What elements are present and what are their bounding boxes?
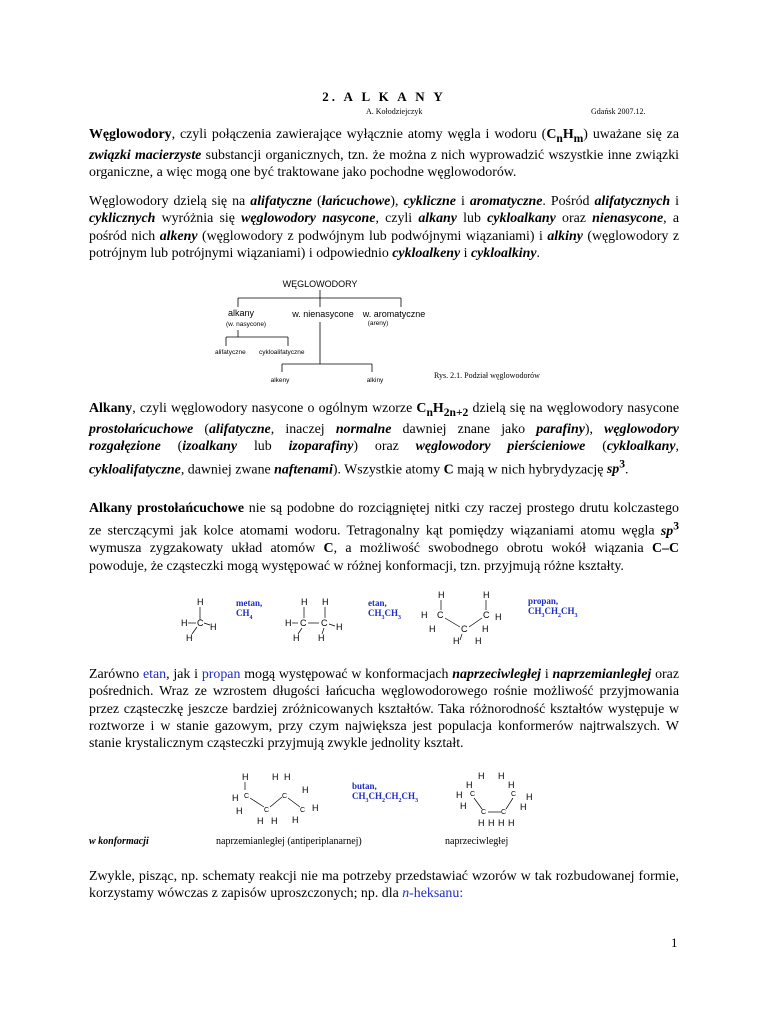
atom-h: H (475, 636, 482, 646)
formula-h: H (562, 127, 574, 142)
term-sp: sp (606, 462, 620, 478)
text: ) oraz (353, 439, 416, 455)
term-weglowodory: Węglowodory (89, 127, 172, 142)
bond (192, 627, 197, 634)
ethane-formula: $CH_3CH_3$ (368, 608, 402, 621)
atom-h: H (438, 590, 445, 600)
formula-c: C (546, 127, 557, 142)
text: wyróżnia się (155, 211, 242, 227)
methane-formula: $CH_4$ (236, 608, 253, 621)
text: , czyli węglowodory nasycone o ogólnym wzorze (132, 401, 417, 416)
paragraph-simplified-notation (89, 868, 679, 903)
atom-c: C (443, 462, 454, 478)
atom-h: H (284, 772, 291, 782)
atom-c: C (323, 541, 334, 557)
atom-h: H (210, 622, 217, 632)
paragraph-hydrocarbons-definition (89, 126, 679, 182)
text: Zarówno (89, 667, 143, 682)
text: lub (237, 439, 289, 455)
atom-h: H (508, 818, 515, 828)
term: cykloalkiny (470, 245, 537, 261)
tree-alkany: alkany (228, 308, 255, 318)
conformation-antiperiplanar: naprzemianległej (antiperiplanarnej) (216, 836, 362, 847)
atom-h: H (498, 818, 505, 828)
atom-h: H (336, 622, 343, 632)
text: . (625, 462, 629, 478)
place-date: Gdańsk 2007.12. (591, 107, 646, 116)
propane-label (528, 596, 578, 621)
text: i (455, 194, 470, 209)
term: cykloalkany (487, 211, 556, 227)
formula-sub: m (573, 131, 584, 145)
term: alkiny (547, 228, 583, 244)
tree-aromatyczne: w. aromatyczne (362, 309, 426, 319)
text: powoduje, że cząsteczki mogą występować w różnej konformacji, tzn. przyjmują różne kształty. (89, 558, 624, 574)
text: wymusza zygzakowaty układ atomów (89, 541, 324, 557)
text: , a możliwość swobodnego obrotu wokół wiązania (333, 541, 652, 557)
page-number: 1 (671, 935, 678, 950)
author: A. Kołodziejczyk (366, 107, 423, 116)
atom-c: C (321, 618, 328, 628)
atom-c: C (483, 610, 490, 620)
term-sp: sp (660, 523, 674, 539)
tree-aromatyczne-sub: (areny) (367, 320, 389, 327)
link-n-prefix[interactable]: n (402, 886, 410, 902)
tree-nienasycone: w. nienasycone (292, 309, 354, 319)
text: , czyli połączenia zawierające wyłącznie atomy węgla i wodoru ( (171, 127, 547, 142)
methane-structure (181, 597, 217, 643)
atom-h: H (498, 771, 505, 781)
term: izoparafiny (288, 439, 354, 455)
atom-h: H (197, 597, 204, 607)
term: naprzemianległej (552, 667, 652, 682)
atom-c: C (282, 793, 288, 800)
term: cykloalkany (606, 439, 676, 455)
term: alifatyczne (208, 422, 271, 438)
atom-h: H (312, 803, 319, 813)
atom-c: C (244, 793, 250, 800)
bond (506, 798, 513, 809)
tree-alkeny: alkeny (270, 377, 290, 384)
atom-h: H (271, 816, 278, 826)
atom-h: H (318, 633, 325, 643)
term: nienasycone (592, 211, 664, 227)
term: węglowodory pierścieniowe (415, 439, 586, 455)
bond (460, 634, 462, 640)
hydrocarbon-classification-diagram (0, 276, 768, 388)
formula-c: C (416, 401, 427, 416)
term: cykliczne (403, 194, 456, 209)
atom-c: C (481, 809, 487, 816)
conformation-label: w konformacji (89, 836, 149, 847)
atom-h: H (421, 610, 428, 620)
propane-structure (421, 590, 502, 646)
tree-root: WĘGLOWODORY (282, 279, 358, 289)
bond (469, 618, 482, 627)
atom-h: H (181, 618, 188, 628)
text: , czyli (375, 211, 419, 227)
atom-c: C (511, 791, 517, 798)
ethane-label (368, 598, 401, 623)
bond (250, 798, 264, 807)
paragraph-conformations (89, 666, 679, 752)
text: , a pośród nich (89, 211, 679, 244)
term: naprzeciwległej (452, 667, 542, 682)
text: i (460, 245, 471, 261)
term: naftenami (274, 462, 333, 478)
bond-cc: C–C (651, 541, 679, 557)
text: ). Wszystkie atomy (332, 462, 444, 478)
superscript: 3 (619, 457, 625, 471)
superscript: 3 (673, 519, 679, 533)
text: i (541, 667, 553, 682)
formula-h: H (432, 401, 444, 416)
text: ), (390, 194, 404, 209)
butane-antiperiplanar-structure (232, 772, 319, 826)
methane-name: metan, (236, 598, 263, 608)
bond (288, 798, 300, 807)
atom-h: H (483, 590, 490, 600)
term: izoalkany (182, 439, 238, 455)
link-propan[interactable]: propan (201, 667, 241, 682)
figure-caption: Rys. 2.1. Podział węglowodorów (434, 371, 540, 380)
atom-h: H (285, 618, 292, 628)
atom-h: H (186, 633, 193, 643)
text: ) uważane się za (583, 127, 679, 142)
atom-c: C (300, 807, 306, 814)
atom-c: C (470, 791, 476, 798)
term: łańcuchowe (321, 194, 391, 209)
chapter-title: 2. A L K A N Y (322, 89, 446, 104)
tree-cykloalifatyczne: cykloalifatyczne (259, 349, 305, 356)
term: alkeny (159, 228, 198, 244)
text: ( (585, 439, 607, 455)
bond (329, 624, 335, 626)
methane-label (236, 598, 262, 623)
atom-c: C (197, 618, 204, 628)
term: aromatyczne (469, 194, 543, 209)
ethane-name: etan, (368, 598, 387, 608)
text: ), (584, 422, 605, 438)
atom-h: H (242, 772, 249, 782)
text: ( (160, 439, 183, 455)
atom-h: H (302, 785, 309, 795)
butane-formula: $CH_3CH_2CH_2CH_3$ (352, 791, 419, 804)
tree-alkany-sub: (w. nasycone) (226, 321, 267, 328)
text: ( (311, 194, 322, 209)
atom-h: H (460, 801, 467, 811)
atom-h: H (429, 624, 436, 634)
term-alkany-prostolancuchowe: Alkany prostołańcuchowe (89, 501, 245, 516)
atom-h: H (520, 802, 527, 812)
atom-h: H (466, 780, 473, 790)
atom-h: H (478, 818, 485, 828)
term: alifatyczne (250, 194, 312, 209)
text: , (675, 439, 679, 455)
tree-alkiny: alkiny (366, 377, 384, 384)
butane-synperiplanar-structure (456, 771, 533, 828)
atom-h: H (293, 633, 300, 643)
text: substancji organicznych, tzn. że można z nich wyprowadzić wszystkie inne związki organiczne, a więc mogą one być traktowane jako pochodne węglowodorów. (89, 148, 680, 181)
text: Zwykle, pisząc, np. schematy reakcji nie ma potrzeby przedstawiać wzorów w tak rozbudowanej formie, korzystamy wówczas z zapisów uproszczonych; np. dla (89, 869, 679, 902)
propane-name: propan, (528, 596, 559, 606)
term-zwiazki-macierzyste: związki macierzyste (89, 148, 202, 164)
text: dawniej znane jako (391, 422, 537, 438)
text: oraz pośrednich. Wraz ze wzrostem długości łańcucha węglowodorowego rośnie możliwość przyjmowania przez cząsteczkę jeszcze bardziej zróżnicowanych kształtów. Taka różnorodność kształtów występuje w roztworze i w stanie gazowym, przy czym największa jest populacja konformerów najtrwalszych. W stanie krystalicznym cząsteczki przyjmują zwykle jednolity kształt. (89, 667, 679, 752)
atom-h: H (257, 816, 264, 826)
term: węglowodory rozgałęzione (89, 422, 679, 455)
term: prostołańcuchowe (89, 422, 194, 438)
atom-h: H (272, 772, 279, 782)
atom-h: H (482, 624, 489, 634)
atom-h: H (456, 790, 463, 800)
formula-sub: 2n+2 (443, 405, 469, 419)
atom-c: C (437, 610, 444, 620)
text: , dawniej zwane (180, 462, 275, 478)
bond (474, 798, 482, 809)
text: nie są podobne do rozciągniętej nitki czy raczej prostego drutu kolczastego ze sterczącymi jak kolce atomami wodoru. Tetragonalny kąt pomiędzy wiązaniami atomu węgla (89, 501, 679, 539)
link-etan[interactable]: etan (142, 667, 167, 682)
atom-c: C (264, 807, 270, 814)
conformation-synperiplanar: naprzeciwległej (445, 836, 509, 847)
butane-name: butan, (352, 781, 377, 791)
atom-h: H (495, 612, 502, 622)
text: mają w nich hybrydyzację (453, 462, 607, 478)
text: , jak i (166, 667, 202, 682)
ethane-structure (285, 597, 343, 643)
atom-c: C (501, 809, 507, 816)
text: (węglowodory z podwójnym lub podwójnymi wiązaniami) i (197, 228, 548, 244)
text: , inaczej (270, 422, 336, 438)
atom-h: H (301, 597, 308, 607)
formula-sub: n (556, 131, 563, 145)
text: mogą występować w konformacjach (240, 667, 453, 682)
text: Węglowodory dzielą się na (89, 194, 251, 209)
text: dzielą się na węglowodory nasycone (468, 401, 679, 416)
atom-h: H (453, 636, 460, 646)
tree-alifatyczne: alifatyczne (215, 349, 246, 356)
text: . Pośród (542, 194, 595, 209)
text: oraz (555, 211, 593, 227)
atom-h: H (526, 792, 533, 802)
term: normalne (335, 422, 392, 438)
butane-label (352, 781, 418, 806)
paragraph-alkanes (89, 400, 679, 479)
atom-h: H (478, 771, 485, 781)
atom-h: H (322, 597, 329, 607)
term-alkany: Alkany (89, 401, 133, 416)
term: cykloalkeny (392, 245, 461, 261)
atom-h: H (488, 818, 495, 828)
text: (węglowodory z potrójnym lub potrójnymi wiązaniami) i odpowiednio (89, 228, 679, 261)
atom-h: H (236, 806, 243, 816)
atom-h: H (508, 780, 515, 790)
term: alkany (418, 211, 457, 227)
propane-formula: $CH_3CH_2CH_3$ (528, 606, 578, 619)
term: węglowodory nasycone (241, 211, 376, 227)
term: parafiny (536, 422, 585, 438)
atom-h: H (232, 793, 239, 803)
term: cykloalifatyczne (89, 462, 181, 478)
bond (445, 618, 460, 627)
formula-sub: n (426, 405, 433, 419)
text: ( (193, 422, 209, 438)
text: i (670, 194, 679, 209)
atom-h: H (292, 815, 299, 825)
text: . (536, 245, 541, 261)
paragraph-straight-chain (89, 500, 679, 575)
term: cyklicznych (89, 211, 156, 227)
link-heksan[interactable]: -heksanu: (409, 886, 464, 902)
paragraph-classification (89, 193, 679, 262)
atom-c: C (461, 624, 468, 634)
term: alifatycznych (594, 194, 671, 209)
atom-c: C (300, 618, 307, 628)
text: lub (456, 211, 488, 227)
bond (270, 797, 282, 807)
